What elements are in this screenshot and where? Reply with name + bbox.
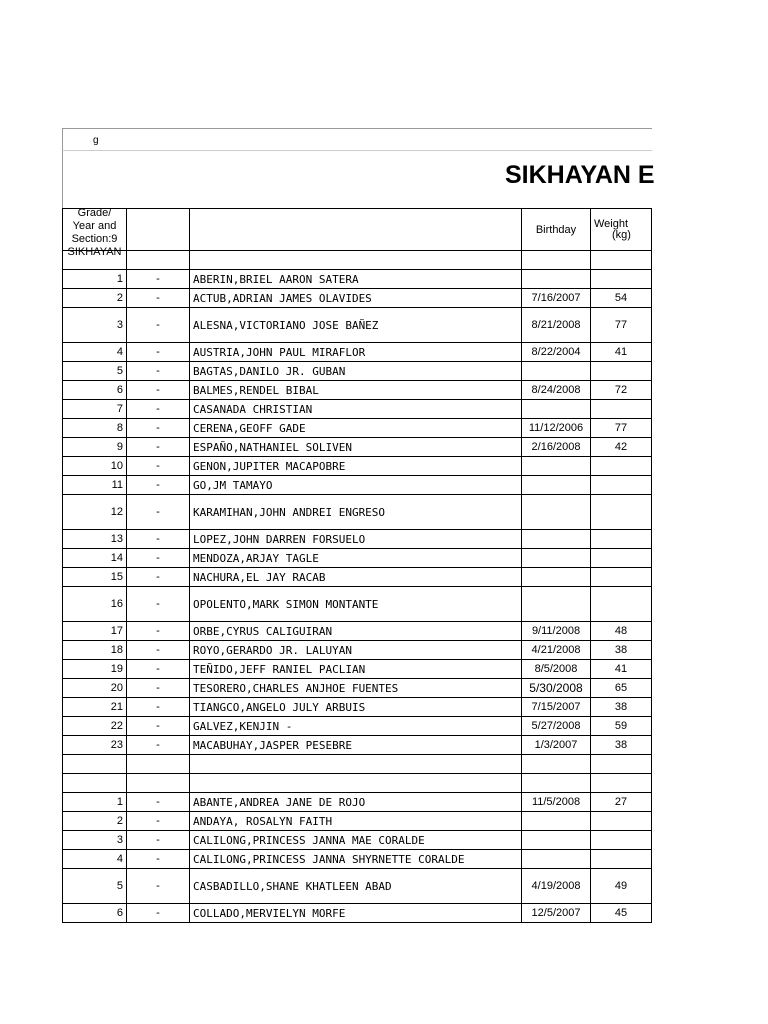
row-number[interactable]: 3	[63, 308, 127, 343]
student-name[interactable]: CALILONG,PRINCESS JANNA SHYRNETTE CORALDE	[190, 850, 522, 869]
student-row	[63, 549, 652, 568]
student-name[interactable]: BALMES,RENDEL BIBAL	[190, 381, 522, 400]
student-name[interactable]: LOPEZ,JOHN DARREN FORSUELO	[190, 530, 522, 549]
student-row	[63, 568, 652, 587]
row-marker[interactable]: -	[127, 812, 190, 831]
weight-cell[interactable]: 48	[591, 622, 652, 641]
student-row	[63, 622, 652, 641]
birthday-cell[interactable]	[522, 476, 591, 495]
row-number[interactable]: 8	[63, 419, 127, 438]
birthday-cell[interactable]	[522, 270, 591, 289]
blank-row	[63, 251, 652, 270]
weight-cell[interactable]: 41	[591, 660, 652, 679]
student-row	[63, 869, 652, 904]
student-name[interactable]: BAGTAS,DANILO JR. GUBAN	[190, 362, 522, 381]
empty-cell[interactable]	[190, 774, 522, 793]
row-marker[interactable]: -	[127, 850, 190, 869]
row-marker[interactable]: -	[127, 457, 190, 476]
header-birthday[interactable]: Birthday	[522, 209, 591, 251]
student-row	[63, 362, 652, 381]
weight-cell[interactable]	[591, 549, 652, 568]
birthday-cell[interactable]: 8/21/2008	[522, 308, 591, 343]
row-marker[interactable]: -	[127, 419, 190, 438]
birthday-cell[interactable]	[522, 457, 591, 476]
student-name[interactable]: ESPAÑO,NATHANIEL SOLIVEN	[190, 438, 522, 457]
empty-cell[interactable]	[522, 251, 591, 270]
birthday-cell[interactable]	[522, 530, 591, 549]
weight-cell[interactable]	[591, 812, 652, 831]
birthday-cell[interactable]	[522, 400, 591, 419]
student-row	[63, 850, 652, 869]
title-row	[62, 151, 655, 208]
birthday-cell[interactable]: 7/16/2007	[522, 289, 591, 308]
row-number[interactable]: 2	[63, 289, 127, 308]
student-row	[63, 717, 652, 736]
blank-row	[63, 755, 652, 774]
weight-cell[interactable]: 59	[591, 717, 652, 736]
birthday-cell[interactable]	[522, 568, 591, 587]
row-number[interactable]: 14	[63, 549, 127, 568]
row-marker[interactable]: -	[127, 622, 190, 641]
student-row	[63, 438, 652, 457]
weight-cell[interactable]	[591, 476, 652, 495]
row-marker[interactable]: -	[127, 343, 190, 362]
row-number[interactable]: 7	[63, 400, 127, 419]
row-marker[interactable]: -	[127, 660, 190, 679]
weight-cell[interactable]: 45	[591, 904, 652, 923]
student-row	[63, 270, 652, 289]
row-number[interactable]: 4	[63, 850, 127, 869]
row-number[interactable]: 18	[63, 641, 127, 660]
row-number[interactable]: 2	[63, 812, 127, 831]
student-row	[63, 736, 652, 755]
empty-cell[interactable]	[127, 774, 190, 793]
weight-cell[interactable]	[591, 850, 652, 869]
header-weight[interactable]: Weight (kg)	[591, 209, 652, 251]
row-number[interactable]: 20	[63, 679, 127, 698]
student-row	[63, 308, 652, 343]
corner-text: g	[93, 135, 99, 146]
birthday-cell[interactable]	[522, 495, 591, 530]
student-name[interactable]: MENDOZA,ARJAY TAGLE	[190, 549, 522, 568]
class-list-table	[62, 208, 652, 923]
birthday-cell[interactable]	[522, 850, 591, 869]
weight-cell[interactable]: 38	[591, 698, 652, 717]
weight-cell[interactable]	[591, 831, 652, 850]
row-number[interactable]: 13	[63, 530, 127, 549]
header-blank-1[interactable]	[127, 209, 190, 251]
student-name[interactable]: CERENA,GEOFF GADE	[190, 419, 522, 438]
student-name[interactable]: ABERIN,BRIEL AARON SATERA	[190, 270, 522, 289]
row-number[interactable]: 9	[63, 438, 127, 457]
student-name[interactable]: MACABUHAY,JASPER PESEBRE	[190, 736, 522, 755]
student-row	[63, 289, 652, 308]
row-marker[interactable]: -	[127, 530, 190, 549]
student-name[interactable]: TIANGCO,ANGELO JULY ARBUIS	[190, 698, 522, 717]
student-name[interactable]: KARAMIHAN,JOHN ANDREI ENGRESO	[190, 495, 522, 530]
row-number[interactable]: 5	[63, 869, 127, 904]
weight-cell[interactable]	[591, 587, 652, 622]
weight-cell[interactable]: 38	[591, 736, 652, 755]
student-row	[63, 419, 652, 438]
weight-cell[interactable]	[591, 400, 652, 419]
row-marker[interactable]: -	[127, 641, 190, 660]
weight-cell[interactable]: 72	[591, 381, 652, 400]
student-name[interactable]: OPOLENTO,MARK SIMON MONTANTE	[190, 587, 522, 622]
birthday-cell[interactable]: 8/22/2004	[522, 343, 591, 362]
birthday-cell[interactable]: 5/27/2008	[522, 717, 591, 736]
birthday-cell[interactable]	[522, 362, 591, 381]
row-number[interactable]: 17	[63, 622, 127, 641]
row-number[interactable]: 1	[63, 793, 127, 812]
row-marker[interactable]: -	[127, 400, 190, 419]
row-number[interactable]: 16	[63, 587, 127, 622]
student-row	[63, 812, 652, 831]
weight-cell[interactable]	[591, 530, 652, 549]
birthday-cell[interactable]: 11/12/2006	[522, 419, 591, 438]
birthday-cell[interactable]: 1/3/2007	[522, 736, 591, 755]
empty-cell[interactable]	[591, 251, 652, 270]
row-number[interactable]: 22	[63, 717, 127, 736]
row-marker[interactable]: -	[127, 362, 190, 381]
row-marker[interactable]: -	[127, 308, 190, 343]
birthday-cell[interactable]	[522, 812, 591, 831]
student-row	[63, 400, 652, 419]
birthday-cell[interactable]: 4/21/2008	[522, 641, 591, 660]
student-name[interactable]: ALESNA,VICTORIANO JOSE BAÑEZ	[190, 308, 522, 343]
weight-cell[interactable]: 38	[591, 641, 652, 660]
empty-cell[interactable]	[522, 774, 591, 793]
birthday-cell[interactable]: 8/5/2008	[522, 660, 591, 679]
corner-cell[interactable]	[62, 128, 652, 151]
weight-cell[interactable]: 54	[591, 289, 652, 308]
student-row	[63, 495, 652, 530]
student-name[interactable]: AUSTRIA,JOHN PAUL MIRAFLOR	[190, 343, 522, 362]
birthday-cell[interactable]: 4/19/2008	[522, 869, 591, 904]
weight-cell[interactable]	[591, 362, 652, 381]
birthday-cell[interactable]: 2/16/2008	[522, 438, 591, 457]
row-marker[interactable]: -	[127, 717, 190, 736]
row-marker[interactable]: -	[127, 270, 190, 289]
row-marker[interactable]: -	[127, 831, 190, 850]
weight-cell[interactable]: 65	[591, 679, 652, 698]
birthday-cell[interactable]	[522, 549, 591, 568]
student-name[interactable]: ACTUB,ADRIAN JAMES OLAVIDES	[190, 289, 522, 308]
empty-cell[interactable]	[63, 755, 127, 774]
row-marker[interactable]: -	[127, 289, 190, 308]
row-number[interactable]: 1	[63, 270, 127, 289]
student-row	[63, 457, 652, 476]
row-marker[interactable]: -	[127, 495, 190, 530]
birthday-cell[interactable]	[522, 831, 591, 850]
row-marker[interactable]: -	[127, 904, 190, 923]
student-name[interactable]: CALILONG,PRINCESS JANNA MAE CORALDE	[190, 831, 522, 850]
blank-row	[63, 774, 652, 793]
row-number[interactable]: 15	[63, 568, 127, 587]
row-number[interactable]: 4	[63, 343, 127, 362]
empty-cell[interactable]	[127, 755, 190, 774]
student-row	[63, 698, 652, 717]
student-name[interactable]: NACHURA,EL JAY RACAB	[190, 568, 522, 587]
student-row	[63, 679, 652, 698]
student-row	[63, 476, 652, 495]
empty-cell[interactable]	[591, 755, 652, 774]
weight-cell[interactable]: 27	[591, 793, 652, 812]
weight-cell[interactable]	[591, 495, 652, 530]
student-name[interactable]: ROYO,GERARDO JR. LALUYAN	[190, 641, 522, 660]
empty-cell[interactable]	[63, 774, 127, 793]
row-marker[interactable]: -	[127, 736, 190, 755]
row-marker[interactable]: -	[127, 568, 190, 587]
row-marker[interactable]: -	[127, 549, 190, 568]
birthday-cell[interactable]: 7/15/2007	[522, 698, 591, 717]
birthday-cell[interactable]: 12/5/2007	[522, 904, 591, 923]
student-name[interactable]: GO,JM TAMAYO	[190, 476, 522, 495]
row-number[interactable]: 21	[63, 698, 127, 717]
student-name[interactable]: TEÑIDO,JEFF RANIEL PACLIAN	[190, 660, 522, 679]
student-row	[63, 660, 652, 679]
student-row	[63, 587, 652, 622]
row-marker[interactable]: -	[127, 698, 190, 717]
student-row	[63, 381, 652, 400]
student-row	[63, 831, 652, 850]
weight-cell[interactable]: 42	[591, 438, 652, 457]
weight-cell[interactable]: 41	[591, 343, 652, 362]
header-row	[63, 209, 652, 251]
student-row	[63, 530, 652, 549]
student-name[interactable]: CASANADA CHRISTIAN	[190, 400, 522, 419]
row-number[interactable]: 6	[63, 904, 127, 923]
row-number[interactable]: 3	[63, 831, 127, 850]
student-row	[63, 904, 652, 923]
birthday-cell[interactable]: 11/5/2008	[522, 793, 591, 812]
row-marker[interactable]: -	[127, 438, 190, 457]
student-name[interactable]: GENON,JUPITER MACAPOBRE	[190, 457, 522, 476]
row-number[interactable]: 12	[63, 495, 127, 530]
student-row	[63, 343, 652, 362]
weight-cell[interactable]	[591, 270, 652, 289]
row-number[interactable]: 11	[63, 476, 127, 495]
student-name[interactable]: TESORERO,CHARLES ANJHOE FUENTES	[190, 679, 522, 698]
student-name[interactable]: ANDAYA, ROSALYN FAITH	[190, 812, 522, 831]
birthday-cell[interactable]: 8/24/2008	[522, 381, 591, 400]
birthday-cell[interactable]: 5/30/2008	[522, 679, 591, 698]
row-marker[interactable]: -	[127, 679, 190, 698]
weight-cell[interactable]	[591, 568, 652, 587]
weight-cell[interactable]: 49	[591, 869, 652, 904]
row-number[interactable]: 6	[63, 381, 127, 400]
row-marker[interactable]: -	[127, 793, 190, 812]
student-name[interactable]: COLLADO,MERVIELYN MORFE	[190, 904, 522, 923]
empty-cell[interactable]	[190, 251, 522, 270]
empty-cell[interactable]	[522, 755, 591, 774]
row-marker[interactable]: -	[127, 869, 190, 904]
row-number[interactable]: 10	[63, 457, 127, 476]
row-number[interactable]: 19	[63, 660, 127, 679]
weight-cell[interactable]: 77	[591, 419, 652, 438]
sheet-title: SIKHAYAN E	[505, 161, 655, 189]
row-marker[interactable]: -	[127, 476, 190, 495]
empty-cell[interactable]	[591, 774, 652, 793]
birthday-cell[interactable]: 9/11/2008	[522, 622, 591, 641]
header-grade-section[interactable]: Grade/ Year and Section:9 SIKHAYAN	[63, 209, 127, 251]
weight-cell[interactable]	[591, 457, 652, 476]
student-row	[63, 793, 652, 812]
weight-cell[interactable]: 77	[591, 308, 652, 343]
student-name[interactable]: GALVEZ,KENJIN -	[190, 717, 522, 736]
empty-cell[interactable]	[127, 251, 190, 270]
student-name[interactable]: ABANTE,ANDREA JANE DE ROJO	[190, 793, 522, 812]
row-number[interactable]: 5	[63, 362, 127, 381]
birthday-cell[interactable]	[522, 587, 591, 622]
empty-cell[interactable]	[190, 755, 522, 774]
row-number[interactable]: 23	[63, 736, 127, 755]
row-marker[interactable]: -	[127, 587, 190, 622]
student-name[interactable]: ORBE,CYRUS CALIGUIRAN	[190, 622, 522, 641]
row-marker[interactable]: -	[127, 381, 190, 400]
header-blank-2[interactable]	[190, 209, 522, 251]
student-name[interactable]: CASBADILLO,SHANE KHATLEEN ABAD	[190, 869, 522, 904]
student-row	[63, 641, 652, 660]
